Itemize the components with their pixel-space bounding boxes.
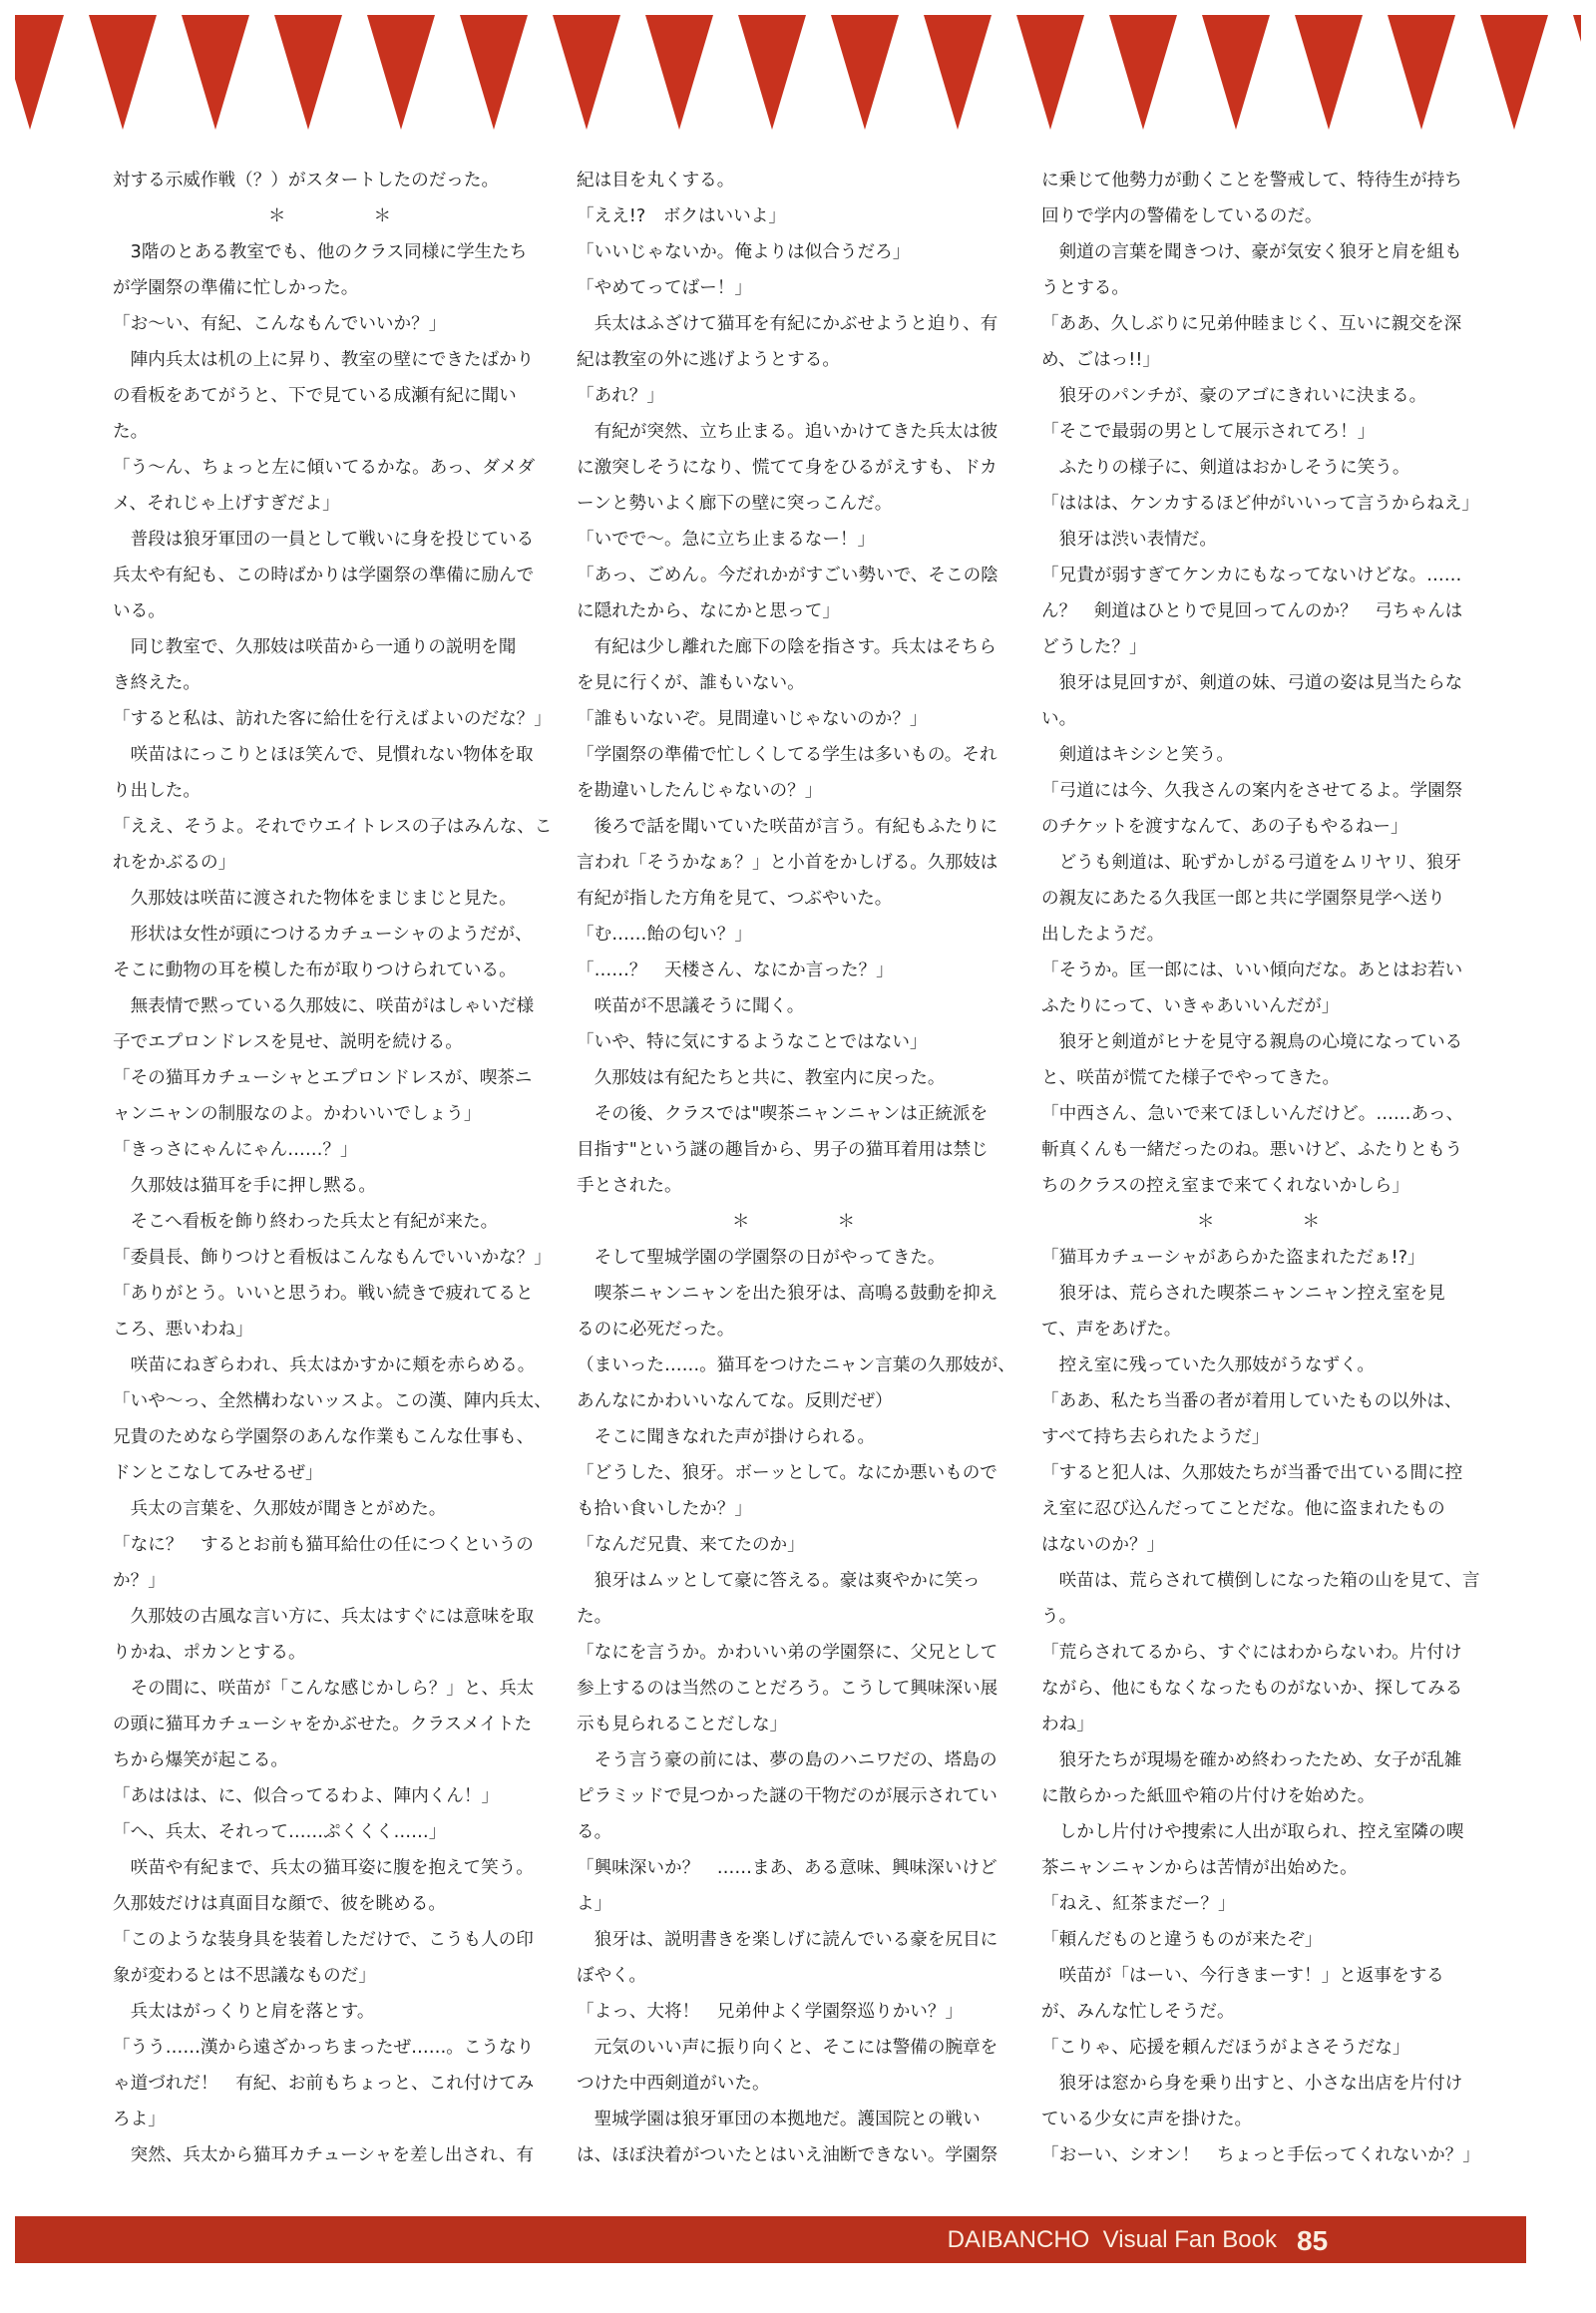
text-line: りかね、ポカンとする。 (113, 1643, 306, 1663)
pennant-flag (182, 15, 249, 130)
text-line: ろよ」 (113, 2110, 166, 2129)
text-line: 「学園祭の準備で忙しくしてる学生は多いもの。それ (577, 745, 998, 765)
text-line: ころ、悪いわね」 (113, 1320, 253, 1340)
text-line: 「委員長、飾りつけと看板はこんなもんでいいかな？」 (113, 1248, 552, 1268)
text-line: 「うう……漢から遠ざかっちまったぜ……。こうなり (113, 2038, 535, 2058)
text-line: その後、クラスでは"喫茶ニャンニャンは正統派を (577, 1104, 989, 1124)
text-line: 無表情で黙っている久那妓に、咲苗がはしゃいだ様 (113, 996, 535, 1016)
text-line: 象が変わるとは不思議なものだ」 (113, 1966, 376, 1986)
pennant-flag (1295, 15, 1363, 130)
text-line: うとする。 (1041, 278, 1129, 298)
pennant-flag (1573, 15, 1596, 130)
text-line: 後ろで話を聞いていた咲苗が言う。有紀もふたりに (577, 817, 998, 837)
text-line: 「そうか。匡一郎には、いい傾向だな。あとはお若い (1041, 961, 1463, 980)
bunting-decoration (0, 0, 1596, 140)
text-line: 普段は狼牙軍団の一員として戦いに身を投じている (113, 530, 535, 550)
text-line: 突然、兵太から猫耳カチューシャを差し出され、有 (113, 2145, 535, 2165)
text-line: 示も見られることだしな」 (577, 1715, 788, 1735)
text-line: そこに聞きなれた声が掛けられる。 (577, 1427, 876, 1447)
text-line: 兵太の言葉を、久那妓が聞きとがめた。 (113, 1499, 447, 1519)
text-line: 「やめてってばー！」 (577, 278, 752, 298)
text-line: 目指す"という謎の趣旨から、男子の猫耳着用は禁じ (577, 1140, 989, 1160)
text-line: るのに必死だった。 (577, 1320, 735, 1340)
text-line: 「きっさにゃんにゃん……？」 (113, 1140, 358, 1160)
text-line: に散らかった紙皿や箱の片付けを始めた。 (1041, 1786, 1376, 1806)
text-line: 手とされた。 (577, 1176, 682, 1196)
text-line: 「このような装身具を装着しただけで、こうも人の印 (113, 1930, 534, 1950)
text-line: 「誰もいないぞ。見間違いじゃないのか？」 (577, 709, 928, 729)
text-line: 久那妓は猫耳を手に押し黙る。 (113, 1176, 376, 1196)
text-line: 「いいじゃないか。俺よりは似合うだろ」 (577, 242, 911, 262)
text-line: メ、それじゃ上げすぎだよ」 (113, 494, 340, 514)
text-line: 咲苗や有紀まで、兵太の猫耳姿に腹を抱えて笑う。 (113, 1858, 534, 1878)
text-line: 「ねえ、紅茶まだー？」 (1041, 1894, 1236, 1914)
text-line: る。 (577, 1822, 612, 1842)
text-line: ながら、他にもなくなったものがないか、探してみる (1041, 1679, 1463, 1699)
text-line: 「どうした、狼牙。ボーッとして。なにか悪いもので (577, 1463, 998, 1483)
text-line: の頭に猫耳カチューシャをかぶせた。クラスメイトた (113, 1715, 533, 1735)
text-line: の親友にあたる久我匡一郎と共に学園祭見学へ送り (1041, 889, 1445, 909)
text-line: どうした？」 (1041, 637, 1147, 657)
text-line: 「すると私は、訪れた客に給仕を行えばよいのだな？」 (113, 709, 552, 729)
pennant-flag (0, 15, 64, 130)
text-column-1 (113, 163, 567, 2173)
text-line: た。 (577, 1607, 612, 1627)
book-title: DAIBANCHO Visual Fan Book (947, 2226, 1277, 2253)
pennant-flag (738, 15, 806, 130)
text-line: 「あははは、に、似合ってるわよ、陣内くん！」 (113, 1786, 500, 1806)
text-line: 「兄貴が弱すぎてケンカにもなってないけどな。…… (1041, 566, 1462, 585)
text-line: 久那妓は咲苗に渡された物体をまじまじと見た。 (113, 889, 517, 909)
text-line: 「ああ、私たち当番の者が着用していたもの以外は、 (1041, 1391, 1462, 1411)
pennant-flag (1202, 15, 1270, 130)
text-line: え室に忍び込んだってことだな。他に盗まれたもの (1041, 1499, 1445, 1519)
text-line: （まいった……。猫耳をつけたニャン言葉の久那妓が、 (577, 1355, 1015, 1375)
pennant-flag (1480, 15, 1548, 130)
text-line: 「ええ!? ボクはいいよ」 (577, 206, 786, 226)
pennant-flag (274, 15, 342, 130)
text-line: き終えた。 (113, 673, 200, 693)
text-column-2 (577, 163, 1030, 2173)
text-line: 咲苗は、荒らされて横倒しになった箱の山を見て、言 (1041, 1571, 1480, 1591)
text-line: れをかぶるの」 (113, 853, 236, 873)
text-line: 「いや〜っ、全然構わないッスよ。この漢、陣内兵太、 (113, 1391, 552, 1411)
text-line: 狼牙のパンチが、豪のアゴにきれいに決まる。 (1041, 386, 1427, 406)
text-line: 「猫耳カチューシャがあらかた盗まれただぁ!?」 (1041, 1248, 1425, 1268)
text-line: 形状は女性が頭につけるカチューシャのようだが、 (113, 925, 533, 945)
text-line: ぼやく。 (577, 1966, 647, 1986)
text-line: 「あれ？」 (577, 386, 664, 406)
text-line: 久那妓は有紀たちと共に、教室内に戻った。 (577, 1068, 946, 1088)
pennant-flag (367, 15, 435, 130)
text-line: た。 (113, 422, 149, 442)
text-line: 狼牙は、荒らされた喫茶ニャンニャン控え室を見 (1041, 1284, 1445, 1304)
text-line: 久那妓だけは真面目な顔で、彼を眺める。 (113, 1894, 446, 1914)
text-line: と、咲苗が慌てた様子でやってきた。 (1041, 1068, 1341, 1088)
text-line: 狼牙は、説明書きを楽しげに読んでいる豪を尻目に (577, 1930, 998, 1950)
text-line: 陣内兵太は机の上に昇り、教室の壁にできたばかり (113, 350, 535, 370)
text-line: その間に、咲苗が「こんな感じかしら？」と、兵太 (113, 1679, 535, 1699)
text-line: ちのクラスの控え室まで来てくれないかしら」 (1041, 1176, 1409, 1196)
text-line: のチケットを渡すなんて、あの子もやるねー」 (1041, 817, 1408, 837)
pennant-flag (553, 15, 620, 130)
text-line: あんなにかわいいなんてな。反則だぜ） (577, 1391, 893, 1411)
text-line: 子でエプロンドレスを見せ、説明を続ける。 (113, 1032, 463, 1052)
text-line: 狼牙と剣道がヒナを見守る親鳥の心境になっている (1041, 1032, 1463, 1052)
text-line: 咲苗はにっこりとほほ笑んで、見慣れない物体を取 (113, 745, 534, 765)
text-line: 兵太はがっくりと肩を落とす。 (113, 2002, 375, 2022)
text-line: ている少女に声を掛けた。 (1041, 2110, 1253, 2129)
pennant-flag (1016, 15, 1084, 130)
text-line: を勘違いしたんじゃないの？」 (577, 781, 823, 801)
text-line: 同じ教室で、久那妓は咲苗から一通りの説明を聞 (113, 637, 517, 657)
text-line: 「興味深いか？ ……まあ、ある意味、興味深いけど (577, 1858, 998, 1878)
section-separator: ＊ ＊ (731, 1212, 856, 1232)
text-line: 元気のいい声に振り向くと、そこには警備の腕章を (577, 2038, 998, 2058)
text-line: 久那妓の古風な言い方に、兵太はすぐには意味を取 (113, 1607, 535, 1627)
footer-bar (15, 2216, 1526, 2263)
pennant-flag (460, 15, 528, 130)
text-line: すべて持ち去られたようだ」 (1041, 1427, 1270, 1447)
text-line: 剣道はキシシと笑う。 (1041, 745, 1234, 765)
text-line: どうも剣道は、恥ずかしがる弓道をムリヤリ、狼牙 (1041, 853, 1462, 873)
pennant-flag (89, 15, 157, 130)
text-line: 「ええ、そうよ。それでウエイトレスの子はみんな、こ (113, 817, 553, 837)
text-line: 「よっ、大将！ 兄弟仲よく学園祭巡りかい？」 (577, 2002, 964, 2022)
text-line: 兵太はふざけて猫耳を有紀にかぶせようと迫り、有 (577, 314, 998, 334)
text-line: 「う〜ん、ちょっと左に傾いてるかな。あっ、ダメダ (113, 458, 536, 478)
text-line: 兵太や有紀も、この時ばかりは学園祭の準備に励んで (113, 566, 535, 585)
text-line: そこへ看板を飾り終わった兵太と有紀が来た。 (113, 1212, 499, 1232)
text-line: 「荒らされてるから、すぐにはわからないわ。片付け (1041, 1643, 1462, 1663)
text-line: 3階のとある教室でも、他のクラス同様に学生たち (113, 242, 528, 262)
text-line: 「いや、特に気にするようなことではない」 (577, 1032, 928, 1052)
text-line: つけた中西剣道がいた。 (577, 2074, 770, 2094)
pennant-flag (924, 15, 992, 130)
text-line: 控え室に残っていた久那妓がうなずく。 (1041, 1355, 1375, 1375)
text-line: 「ははは、ケンカするほど仲がいいって言うからねえ」 (1041, 494, 1479, 514)
text-line: 「なにを言うか。かわいい弟の学園祭に、父兄として (577, 1643, 998, 1663)
text-line: 「頼んだものと違うものが来たぞ」 (1041, 1930, 1323, 1950)
text-line: に激突しそうになり、慌てて身をひるがえすも、ドカ (577, 458, 998, 478)
text-line: よ」 (577, 1894, 612, 1914)
text-line: に乗じて他勢力が動くことを警戒して、特待生が持ち (1041, 171, 1462, 191)
text-line: そして聖城学園の学園祭の日がやってきた。 (577, 1248, 946, 1268)
text-line: 「すると犯人は、久那妓たちが当番で出ている間に控 (1041, 1463, 1463, 1483)
text-line: も拾い食いしたか？」 (577, 1499, 752, 1519)
text-line: 「弓道には今、久我さんの案内をさせてるよ。学園祭 (1041, 781, 1463, 801)
text-line: 狼牙たちが現場を確かめ終わったため、女子が乱雑 (1041, 1750, 1462, 1770)
page-number: 85 (1297, 2225, 1329, 2256)
text-line: 言われ「そうかなぁ？」と小首をかしげる。久那妓は (577, 853, 998, 873)
pennant-flag (831, 15, 899, 130)
text-line: か？」 (113, 1571, 166, 1591)
text-line: が、みんな忙しそうだ。 (1041, 2002, 1235, 2022)
text-line: いる。 (113, 601, 166, 621)
section-separator: ＊ ＊ (1196, 1212, 1321, 1232)
text-line: が学園祭の準備に忙しかった。 (113, 278, 359, 298)
text-line: はないのか？」 (1041, 1535, 1165, 1555)
text-line: 「いでで〜。急に立ち止まるなー！」 (577, 530, 876, 550)
text-line: 聖城学園は狼牙軍団の本拠地だ。護国院との戦い (577, 2110, 981, 2129)
text-line: て、声をあげた。 (1041, 1320, 1182, 1340)
text-line: 咲苗が「はーい、今行きまーす！」と返事をする (1041, 1966, 1444, 1986)
text-line: ん？ 剣道はひとりで見回ってんのか？ 弓ちゃんは (1041, 601, 1463, 621)
text-line: ふたりにって、いきゃあいいんだが」 (1041, 996, 1340, 1016)
text-line: 「おーい、シオン！ ちょっと手伝ってくれないか？」 (1041, 2145, 1480, 2165)
text-line: 有紀が指した方角を見て、つぶやいた。 (577, 889, 893, 909)
text-line: 「む……飴の匂い？」 (577, 925, 752, 945)
text-line: 狼牙はムッとして豪に答える。豪は爽やかに笑っ (577, 1571, 981, 1591)
text-line: 紀は教室の外に逃げようとする。 (577, 350, 840, 370)
text-line: 「へ、兵太、それって……ぷくくく……」 (113, 1822, 447, 1842)
text-line: そう言う豪の前には、夢の島のハニワだの、塔島の (577, 1750, 998, 1770)
text-line: 紀は目を丸くする。 (577, 171, 735, 191)
text-line: 「なに？ するとお前も猫耳給仕の任につくというの (113, 1535, 534, 1555)
text-line: は、ほぼ決着がついたとはいえ油断できない。学園祭 (577, 2145, 998, 2165)
text-line: 「あっ、ごめん。今だれかがすごい勢いで、そこの陰 (577, 566, 998, 585)
text-line: 狼牙は見回すが、剣道の妹、弓道の姿は見当たらな (1041, 673, 1463, 693)
text-line: 喫茶ニャンニャンを出た狼牙は、高鳴る鼓動を抑え (577, 1284, 998, 1304)
text-line: め、ごはっ!!」 (1041, 350, 1160, 370)
text-line: 回りで学内の警備をしているのだ。 (1041, 206, 1323, 226)
text-line: う。 (1041, 1607, 1077, 1627)
text-line: 「なんだ兄貴、来てたのか」 (577, 1535, 805, 1555)
text-column-3 (1041, 163, 1495, 2173)
text-line: ふたりの様子に、剣道はおかしそうに笑う。 (1041, 458, 1410, 478)
text-line: 出したようだ。 (1041, 925, 1165, 945)
text-line: 参上するのは当然のことだろう。こうして興味深い展 (577, 1679, 998, 1699)
text-line: に隠れたから、なにかと思って」 (577, 601, 840, 621)
text-line: 「……？ 天楼さん、なにか言った？」 (577, 961, 894, 980)
text-line: ちから爆笑が起こる。 (113, 1750, 288, 1770)
text-line: ピラミッドで見つかった謎の干物だのが展示されてい (577, 1786, 998, 1806)
text-line: 咲苗が不思議そうに聞く。 (577, 996, 805, 1016)
text-line: 「ありがとう。いいと思うわ。戦い続きで疲れてると (113, 1284, 534, 1304)
pennant-flag (1388, 15, 1455, 130)
text-line: 「お〜い、有紀、こんなもんでいいか？」 (113, 314, 447, 334)
text-line: 「ああ、久しぶりに兄弟仲睦まじく、互いに親交を深 (1041, 314, 1462, 334)
text-line: 狼牙は窓から身を乗り出すと、小さな出店を片付け (1041, 2074, 1463, 2094)
text-line: 「中西さん、急いで来てほしいんだけど。……あっ、 (1041, 1104, 1464, 1124)
text-line: 「こりゃ、応援を頼んだほうがよさそうだな」 (1041, 2038, 1410, 2058)
text-line: 「その猫耳カチューシャとエプロンドレスが、喫茶ニ (113, 1068, 533, 1088)
text-line: 狼牙は渋い表情だ。 (1041, 530, 1217, 550)
text-line: しかし片付けや捜索に人出が取られ、控え室隣の喫 (1041, 1822, 1464, 1842)
pennant-flag (1109, 15, 1177, 130)
text-line: 有紀は少し離れた廊下の陰を指さす。兵太はそちら (577, 637, 997, 657)
text-line: 対する示威作戦（？）がスタートしたのだった。 (113, 171, 500, 191)
text-line: そこに動物の耳を模した布が取りつけられている。 (113, 961, 517, 980)
pennant-flag (645, 15, 713, 130)
text-line: い。 (1041, 709, 1077, 729)
section-separator: ＊ ＊ (267, 206, 392, 226)
text-line: 斬真くんも一緒だったのね。悪いけど、ふたりともう (1041, 1140, 1463, 1160)
text-line: ーンと勢いよく廊下の壁に突っこんだ。 (577, 494, 893, 514)
text-line: ドンとこなしてみせるぜ」 (113, 1463, 323, 1483)
text-line: 「そこで最弱の男として展示されてろ！」 (1041, 422, 1376, 442)
text-line: ゃ道づれだ！ 有紀、お前もちょっと、これ付けてみ (113, 2074, 535, 2094)
text-line: 茶ニャンニャンからは苦情が出始めた。 (1041, 1858, 1358, 1878)
text-line: 咲苗にねぎらわれ、兵太はかすかに頬を赤らめる。 (113, 1355, 536, 1375)
text-line: の看板をあてがうと、下で見ている成瀬有紀に聞い (113, 386, 517, 406)
text-line: わね」 (1041, 1715, 1094, 1735)
text-line: 有紀が突然、立ち止まる。追いかけてきた兵太は彼 (577, 422, 998, 442)
text-line: ャンニャンの制服なのよ。かわいいでしょう」 (113, 1104, 482, 1124)
text-line: 剣道の言葉を聞きつけ、豪が気安く狼牙と肩を組も (1041, 242, 1462, 262)
text-line: を見に行くが、誰もいない。 (577, 673, 805, 693)
text-line: り出した。 (113, 781, 200, 801)
text-line: 兄貴のためなら学園祭のあんな作業もこんな仕事も、 (113, 1427, 535, 1447)
